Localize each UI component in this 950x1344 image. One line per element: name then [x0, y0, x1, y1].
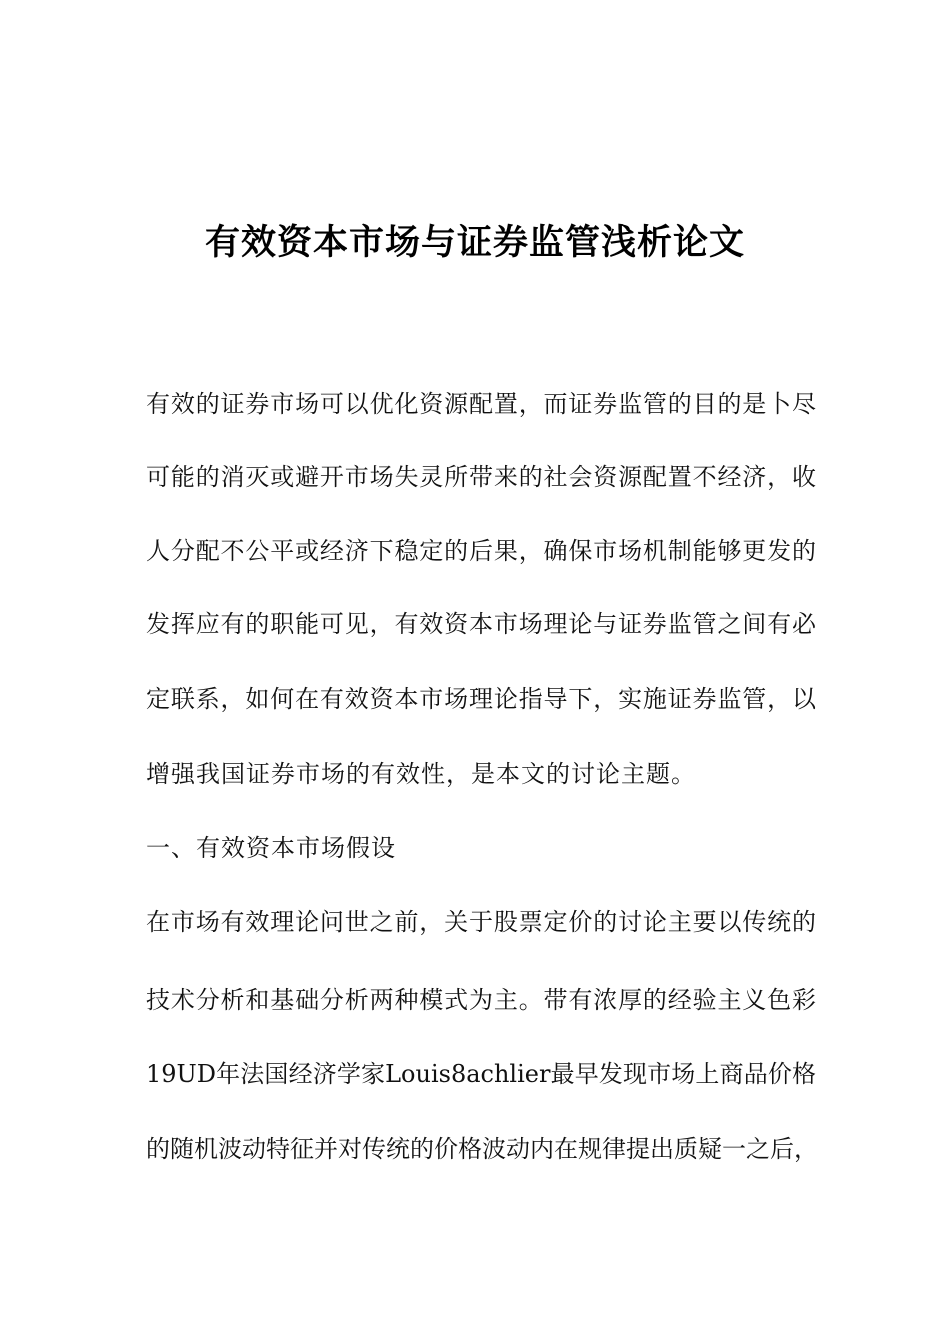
body-line: 19UD年法国经济学家Louis8achlier最早发现市场上商品价格 [146, 1060, 816, 1088]
body-line: 可能的消灭或避开市场失灵所带来的社会资源配置不经济，收 [146, 463, 816, 491]
body-line: 在市场有效理论问世之前，关于股票定价的讨论主要以传统的 [146, 908, 816, 936]
body-line: 定联系，如何在有效资本市场理论指导下，实施证券监管，以 [146, 685, 816, 713]
body-line: 的随机波动特征并对传统的价格波动内在规律提出质疑一之后， [146, 1135, 818, 1163]
body-line: 发挥应有的职能可见，有效资本市场理论与证券监管之间有必 [146, 610, 816, 638]
body-line: 人分配不公平或经济下稳定的后果，确保市场机制能够更发的 [146, 537, 816, 565]
section-heading: 一、有效资本市场假设 [146, 834, 396, 862]
body-line: 增强我国证券市场的有效性，是本文的讨论主题。 [146, 760, 696, 788]
body-line: 技术分析和基础分析两种模式为主。带有浓厚的经验主义色彩 [146, 986, 816, 1014]
body-line: 有效的证券市场可以优化资源配置，而证券监管的目的是卜尽 [146, 390, 816, 418]
document-title: 有效资本市场与证券监管浅析论文 [204, 223, 745, 263]
